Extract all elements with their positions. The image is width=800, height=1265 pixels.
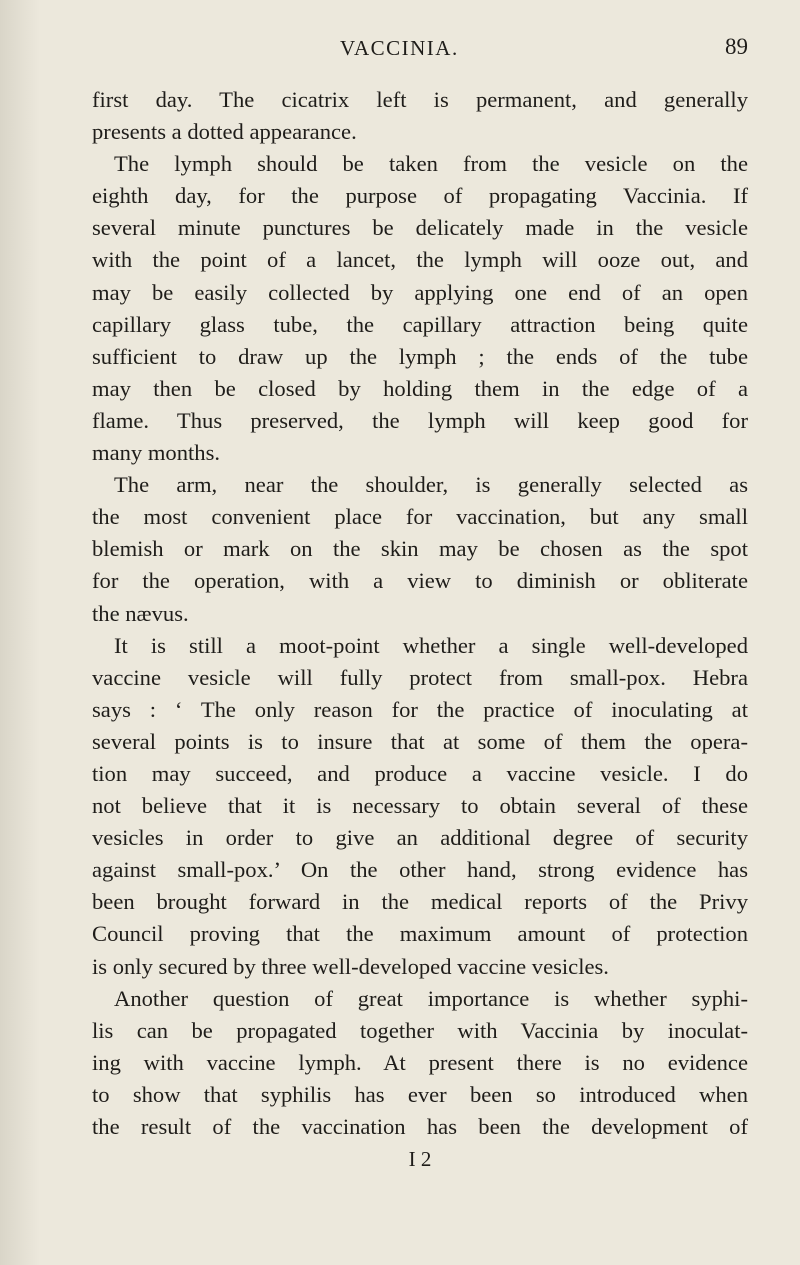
gutter-shadow bbox=[0, 0, 40, 1265]
text-line: ing with vaccine lymph. At present there is no evidence bbox=[92, 1049, 748, 1075]
page-number: 89 bbox=[725, 34, 748, 59]
text-line: vaccine vesicle will fully protect from small-pox. Hebra bbox=[92, 664, 748, 690]
text-line: eighth day, for the purpose of propagating Vaccinia. If bbox=[92, 183, 748, 209]
text-line: Council proving that the maximum amount of protection bbox=[92, 921, 748, 947]
text-line: capillary glass tube, the capillary attraction being quite bbox=[92, 311, 748, 337]
text-line: The lymph should be taken from the vesicle on the bbox=[114, 151, 748, 177]
text-line: not believe that it is necessary to obtain several of these bbox=[92, 793, 748, 819]
text-line: Another question of great importance is whether syphi- bbox=[114, 985, 748, 1011]
text-line: to show that syphilis has ever been so introduced when bbox=[92, 1081, 748, 1107]
text-line: is only secured by three well-developed vaccine vesicles. bbox=[92, 953, 609, 979]
text-line: says : ‘ The only reason for the practice of inoculating at bbox=[92, 696, 748, 722]
text-line: the nævus. bbox=[92, 600, 189, 626]
signature-mark: I 2 bbox=[408, 1147, 432, 1172]
running-title: VACCINIA. bbox=[340, 36, 459, 60]
text-line: the most convenient place for vaccination, but any small bbox=[92, 504, 748, 530]
text-line: first day. The cicatrix left is permanent, and generally bbox=[92, 87, 748, 112]
text-line: sufficient to draw up the lymph ; the ends of the tube bbox=[92, 343, 748, 369]
text-line: several minute punctures be delicately made in the vesicle bbox=[92, 215, 748, 241]
text-line: It is still a moot-point whether a single well-developed bbox=[114, 632, 748, 658]
running-head bbox=[92, 36, 748, 84]
text-line: for the operation, with a view to diminish or obliterate bbox=[92, 568, 748, 594]
text-line: vesicles in order to give an additional degree of security bbox=[92, 825, 748, 851]
text-line: presents a dotted appearance. bbox=[92, 119, 357, 145]
text-line: the result of the vaccination has been the development of bbox=[92, 1114, 748, 1139]
text-line: been brought forward in the medical reports of the Privy bbox=[92, 889, 748, 915]
text-line: with the point of a lancet, the lymph will ooze out, and bbox=[92, 247, 748, 273]
text-line: several points is to insure that at some of them the opera- bbox=[92, 728, 748, 754]
text-line: lis can be propagated together with Vaccinia by inoculat- bbox=[92, 1017, 748, 1043]
text-line: The arm, near the shoulder, is generally selected as bbox=[114, 472, 748, 498]
text-line: flame. Thus preserved, the lymph will keep good for bbox=[92, 407, 748, 433]
text-line: may then be closed by holding them in the edge of a bbox=[92, 375, 748, 401]
text-line: many months. bbox=[92, 440, 221, 466]
text-line: tion may succeed, and produce a vaccine vesicle. I do bbox=[92, 760, 748, 786]
text-line: against small-pox.’ On the other hand, strong evidence has bbox=[92, 857, 748, 883]
text-line: may be easily collected by applying one end of an open bbox=[92, 279, 748, 305]
text-line: blemish or mark on the skin may be chosen as the spot bbox=[92, 536, 748, 562]
body-text bbox=[92, 84, 748, 1143]
